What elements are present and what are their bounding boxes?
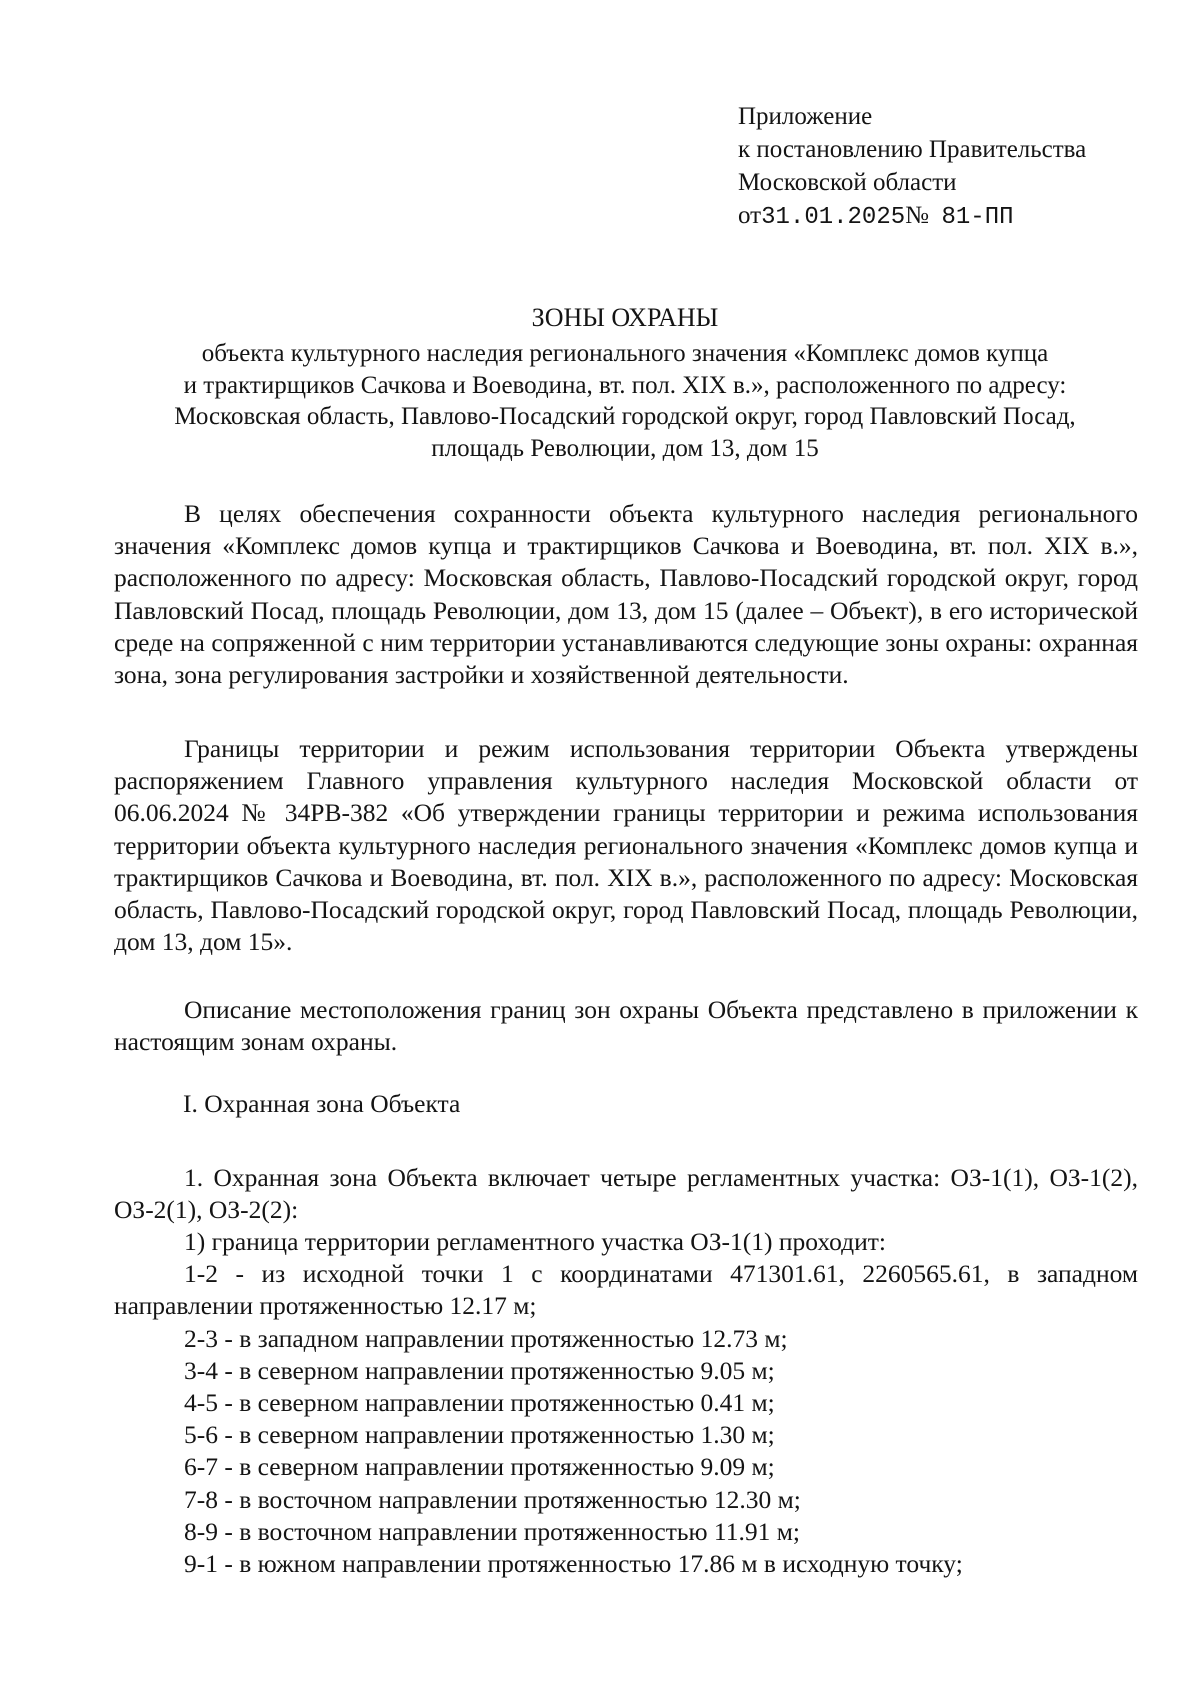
document-title: ЗОНЫ ОХРАНЫ bbox=[531, 303, 719, 332]
boundary-segment: 9-1 - в южном направлении протяженностью 17.86 м в исходную точку; bbox=[184, 1549, 963, 1579]
subtitle-line: Московская область, Павлово-Посадский городской округ, город Павловский Посад, bbox=[174, 403, 1076, 430]
number-prefix: № bbox=[905, 202, 929, 229]
date-prefix: от bbox=[738, 202, 762, 229]
paragraph-description bbox=[114, 994, 1138, 1058]
subtitle-line: площадь Революции, дом 13, дом 15 bbox=[431, 434, 819, 462]
boundary-segment: 5-6 - в северном направлении протяженностью 1.30 м; bbox=[184, 1420, 775, 1450]
boundary-segment: 6-7 - в северном направлении протяженностью 9.09 м; bbox=[184, 1452, 775, 1482]
paragraph-boundaries bbox=[114, 733, 1138, 958]
appendix-resolution-ref: к постановлению Правительства bbox=[738, 136, 1087, 163]
document-subtitle bbox=[100, 338, 1150, 464]
boundary-segment-list bbox=[114, 1226, 1138, 1580]
boundary-segment: 3-4 - в северном направлении протяженностью 9.05 м; bbox=[184, 1355, 775, 1385]
boundary-segment: 1-2 - из исходной точки 1 с координатами 471301.61, 2260565.61, в западном направлении протяженностью 12.17 м; bbox=[114, 1259, 1138, 1321]
resolution-date: 31.01.2025 bbox=[761, 204, 906, 231]
clause-1 bbox=[114, 1162, 1138, 1226]
paragraph-text: В целях обеспечения сохранности объекта культурного наследия регионального значения «Комплекс домов купца и трактирщиков Сачкова и Воеводина, вт. пол. XIX в.», расположенного по адресу: Московская область, Павлово-Посадский городской округ, город Павловский Посад, площадь Революции, дом 13, дом 15 (далее – Объект), в его исторической среде на сопряженной с ним территории устанавливаются следующие зоны охраны: охранная зона, зона регулирования застройки и хозяйственной деятельности. bbox=[114, 499, 1138, 690]
paragraph-purpose bbox=[114, 498, 1138, 691]
boundary-segment: 4-5 - в северном направлении протяженностью 0.41 м; bbox=[184, 1388, 775, 1418]
appendix-label: Приложение bbox=[738, 103, 873, 130]
subtitle-line: объекта культурного наследия регионального значения «Комплекс домов купца bbox=[201, 340, 1049, 367]
boundary-segment: 2-3 - в западном направлении протяженностью 12.73 м; bbox=[184, 1323, 788, 1353]
appendix-date-line bbox=[738, 199, 1086, 234]
paragraph-text: Описание местоположения границ зон охраны Объекта представлено в приложении к настоящим зонам охраны. bbox=[114, 995, 1138, 1057]
boundary-segment: 8-9 - в восточном направлении протяженностью 11.91 м; bbox=[184, 1516, 800, 1546]
resolution-number: 81-ПП bbox=[941, 204, 1014, 231]
appendix-block bbox=[738, 100, 1086, 234]
subclause-1: 1) граница территории регламентного участка ОЗ-1(1) проходит: bbox=[184, 1227, 886, 1256]
section-heading: I. Охранная зона Объекта bbox=[183, 1089, 461, 1118]
clause-text: 1. Охранная зона Объекта включает четыре регламентных участка: ОЗ-1(1), ОЗ-1(2), ОЗ-2(1), ОЗ-2(2): bbox=[114, 1163, 1138, 1225]
appendix-region: Московской области bbox=[738, 169, 957, 196]
boundary-segment: 7-8 - в восточном направлении протяженностью 12.30 м; bbox=[184, 1484, 801, 1514]
paragraph-text: Границы территории и режим использования территории Объекта утверждены распоряжением Главного управления культурного наследия Московской области от 06.06.2024 № 34РВ-382 «Об утверждении границы территории и режима использования территории объекта культурного наследия регионального значения «Комплекс домов купца и трактирщиков Сачкова и Воеводина, вт. пол. XIX в.», расположенного по адресу: Московская область, Павлово-Посадский городской округ, город Павловский Посад, площадь Революции, дом 13, дом 15». bbox=[114, 734, 1138, 957]
subtitle-line: и трактирщиков Сачкова и Воеводина, вт. пол. XIX в.», расположенного по адресу: bbox=[183, 371, 1067, 399]
